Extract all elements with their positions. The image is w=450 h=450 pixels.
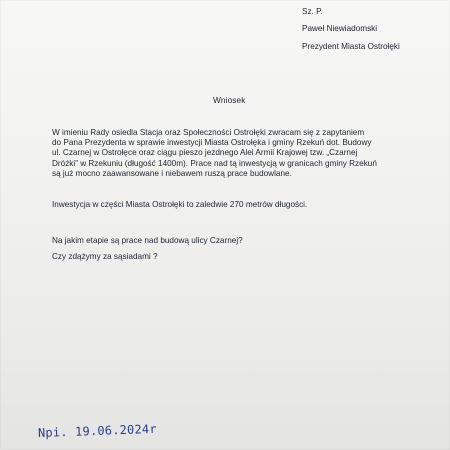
paragraph-investment-length: Inwestycja w części Miasta Ostrołęki to zaledwie 270 metrów długości.: [52, 200, 308, 209]
addressee-position: Prezydent Miasta Ostrołęki: [302, 42, 400, 51]
paragraph-line: są już mocno zaawansowane i niebawem ruszą prace budowlane.: [52, 168, 292, 178]
paragraph-line: ul. Czarnej w Ostrołęce oraz ciągu pieszo jezdnego Alei Armii Krajowej tzw. „Czarnej: [52, 148, 358, 158]
question-stage: Na jakim etapie są prace nad budową ulicy Czarnej?: [52, 236, 243, 245]
paragraph-request: [52, 128, 422, 179]
paragraph-line: Dróżki” w Rzekuniu (długość 1400m). Prace nad tą inwestycją w granicach gminy Rzekuń: [52, 158, 377, 168]
addressee-salutation: Sz. P.: [302, 7, 323, 16]
addressee-name: Paweł Niewiadomski: [302, 24, 378, 33]
paragraph-line: do Pana Prezydenta w sprawie inwestycji Miasta Ostrołęka i gminy Rzekuń dot. Budowy: [52, 138, 372, 148]
document-title: Wniosek: [213, 95, 246, 105]
question-neighbors: Czy zdążymy za sąsiadami ?: [52, 252, 158, 261]
handwritten-date-note: Npi. 19.06.2024r: [37, 421, 157, 440]
paragraph-line: W imieniu Rady osiedla Stacja oraz Społeczności Ostrołęki zwracam się z zapytaniem: [52, 128, 365, 137]
